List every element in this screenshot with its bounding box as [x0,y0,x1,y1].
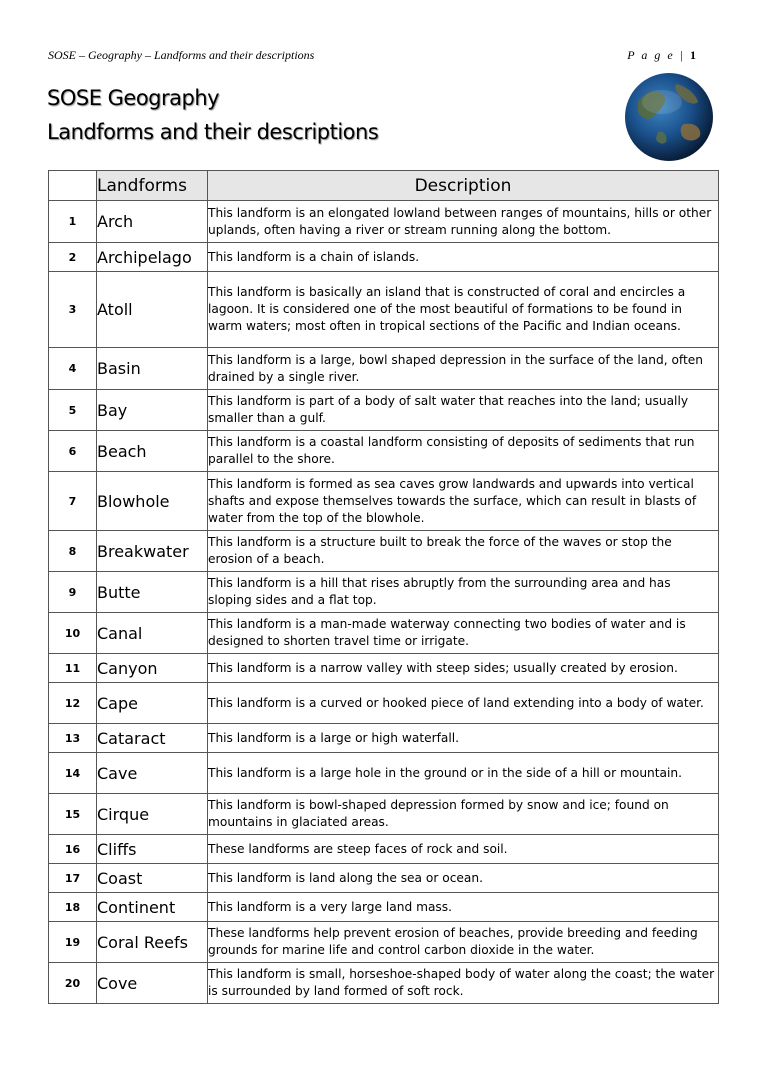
landform-name: Breakwater [97,531,208,572]
landform-description: This landform is basically an island that is constructed of coral and encircles a lagoon. It is considered one of the most beautiful of formations to be found in warm waters; most often in tropical sections of the Pacific and Indian oceans. [208,272,719,348]
landform-name: Cove [97,963,208,1004]
row-number: 15 [49,794,97,835]
table-row [49,272,719,348]
table-row [49,724,719,753]
landform-name: Cliffs [97,835,208,864]
landform-name: Arch [97,201,208,243]
document-subtitle: Landforms and their descriptions [47,120,379,144]
landforms-table [48,170,719,1004]
row-number: 17 [49,864,97,893]
row-number: 9 [49,572,97,613]
landform-name: Butte [97,572,208,613]
table-row [49,835,719,864]
landform-description: This landform is a coastal landform consisting of deposits of sediments that run parallel to the shore. [208,431,719,472]
landform-description: This landform is part of a body of salt water that reaches into the land; usually smaller than a gulf. [208,390,719,431]
globe-image [624,72,714,162]
table-row [49,753,719,794]
table-row [49,683,719,724]
page-number-label [627,48,698,63]
table-row [49,472,719,531]
landform-name: Cape [97,683,208,724]
row-number: 8 [49,531,97,572]
table-row [49,922,719,963]
row-number: 14 [49,753,97,794]
row-number: 13 [49,724,97,753]
landform-name: Continent [97,893,208,922]
landform-description: This landform is a chain of islands. [208,243,719,272]
landform-name: Cave [97,753,208,794]
landform-description: This landform is bowl-shaped depression formed by snow and ice; found on mountains in glaciated areas. [208,794,719,835]
table-row [49,531,719,572]
table-row [49,243,719,272]
table-row [49,794,719,835]
landform-description: This landform is a narrow valley with steep sides; usually created by erosion. [208,654,719,683]
landform-name: Bay [97,390,208,431]
document-title: SOSE Geography [47,86,220,110]
table-row [49,572,719,613]
landform-name: Coast [97,864,208,893]
row-number: 2 [49,243,97,272]
table-row [49,201,719,243]
table-row [49,654,719,683]
row-number: 5 [49,390,97,431]
landform-name: Blowhole [97,472,208,531]
landform-description: This landform is small, horseshoe-shaped body of water along the coast; the water is surrounded by land formed of soft rock. [208,963,719,1004]
landform-name: Canyon [97,654,208,683]
landform-name: Canal [97,613,208,654]
row-number: 1 [49,201,97,243]
table-row [49,864,719,893]
page-number: 1 [690,48,698,62]
landform-name: Beach [97,431,208,472]
row-number: 7 [49,472,97,531]
table-row [49,390,719,431]
row-number: 16 [49,835,97,864]
column-header-number [49,171,97,201]
column-header-landforms: Landforms [97,171,208,201]
row-number: 20 [49,963,97,1004]
table-header-row [49,171,719,201]
row-number: 4 [49,348,97,390]
row-number: 11 [49,654,97,683]
landform-description: This landform is an elongated lowland between ranges of mountains, hills or other uplands, often having a river or stream running along the bottom. [208,201,719,243]
landform-description: These landforms are steep faces of rock and soil. [208,835,719,864]
running-header-title: SOSE – Geography – Landforms and their descriptions [48,48,315,62]
landform-name: Basin [97,348,208,390]
row-number: 12 [49,683,97,724]
landform-description: This landform is a hill that rises abruptly from the surrounding area and has sloping sides and a flat top. [208,572,719,613]
landform-description: This landform is a large hole in the ground or in the side of a hill or mountain. [208,753,719,794]
landform-description: This landform is formed as sea caves grow landwards and upwards into vertical shafts and expose themselves towards the surface, which can result in blasts of water from the top of the blowhole. [208,472,719,531]
table-row [49,613,719,654]
landform-name: Archipelago [97,243,208,272]
table-row [49,963,719,1004]
row-number: 6 [49,431,97,472]
landform-name: Cataract [97,724,208,753]
landform-name: Cirque [97,794,208,835]
table-row [49,893,719,922]
landform-description: This landform is a very large land mass. [208,893,719,922]
landform-description: This landform is a structure built to break the force of the waves or stop the erosion of a beach. [208,531,719,572]
table-row [49,431,719,472]
landform-name: Atoll [97,272,208,348]
page-label: P a g e | [627,48,685,62]
column-header-description: Description [208,171,719,201]
row-number: 10 [49,613,97,654]
landform-description: This landform is a curved or hooked piece of land extending into a body of water. [208,683,719,724]
landform-description: These landforms help prevent erosion of beaches, provide breeding and feeding grounds for marine life and control carbon dioxide in the water. [208,922,719,963]
table-row [49,348,719,390]
landform-description: This landform is a large or high waterfall. [208,724,719,753]
landform-name: Coral Reefs [97,922,208,963]
row-number: 19 [49,922,97,963]
row-number: 3 [49,272,97,348]
row-number: 18 [49,893,97,922]
landform-description: This landform is land along the sea or ocean. [208,864,719,893]
landform-description: This landform is a man-made waterway connecting two bodies of water and is designed to shorten travel time or irrigate. [208,613,719,654]
landform-description: This landform is a large, bowl shaped depression in the surface of the land, often drained by a single river. [208,348,719,390]
